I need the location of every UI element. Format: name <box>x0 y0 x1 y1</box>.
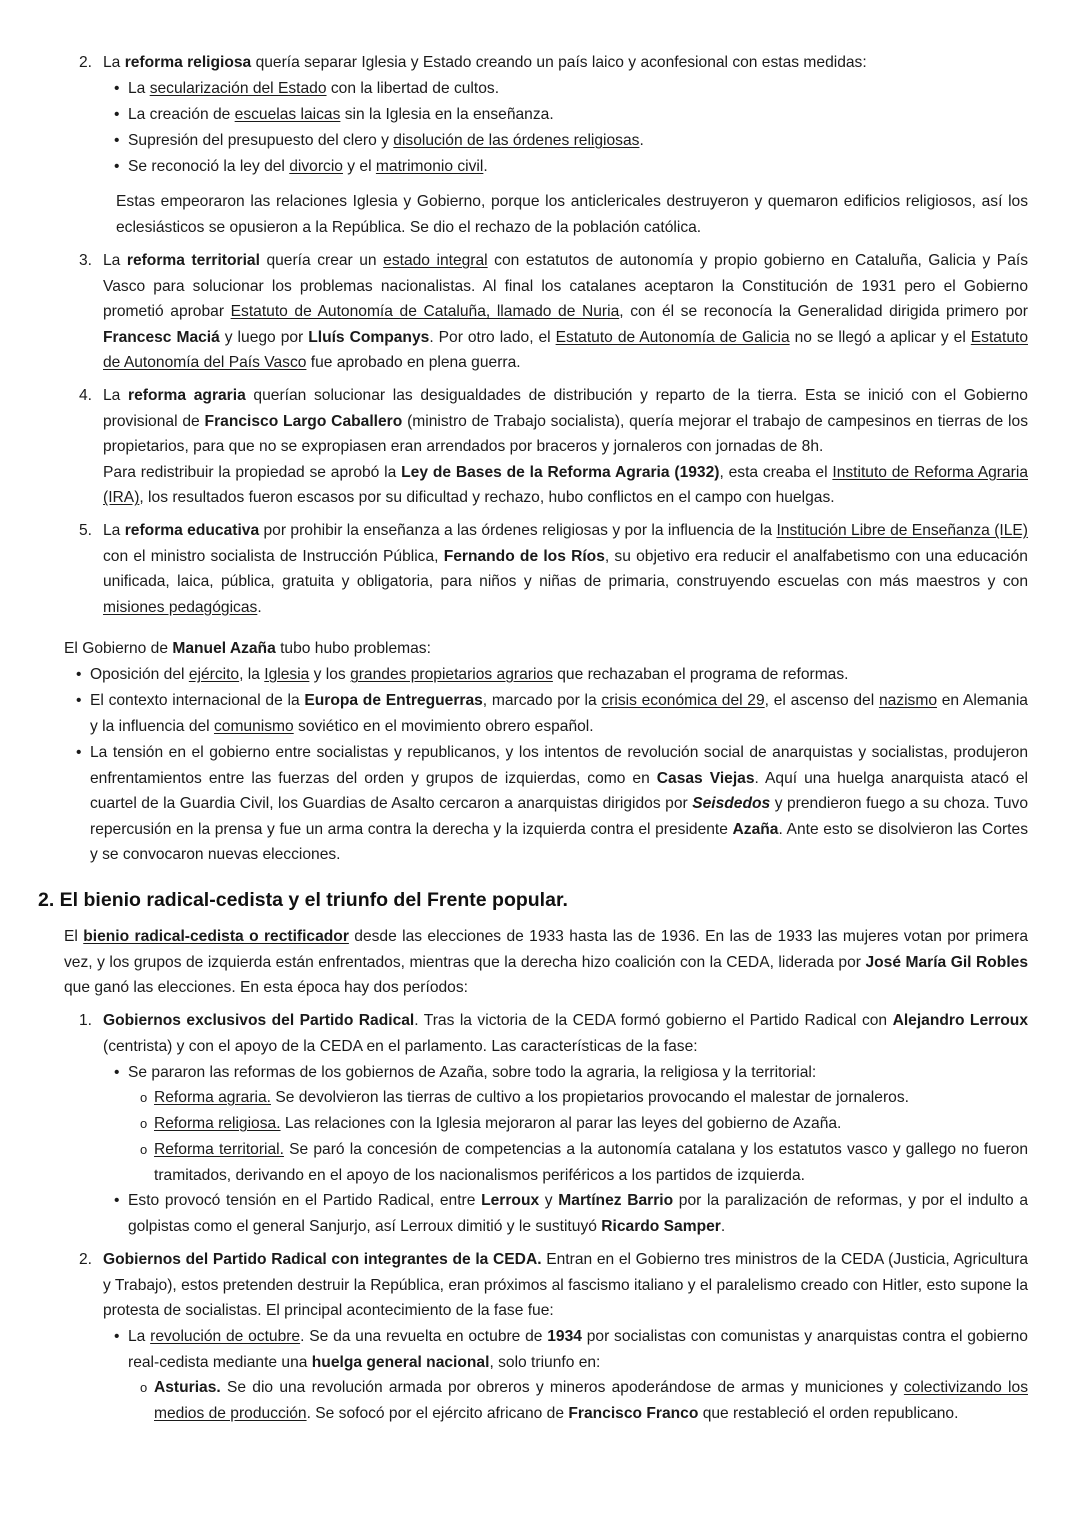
bullet-icon: • <box>114 132 120 149</box>
list-item: La creación de escuelas laicas sin la Iglesia en la enseñanza. <box>128 106 554 123</box>
reforma-agraria: La reforma agraria querían solucionar las desigualdades de distribución y reparto de la tierra. Esta se inició con el Gobierno provisional de Francisco Largo Caballero (ministro de Trabajo socialista), quería mejorar el trabajo de campesinos en tierras de los propietarios, para que no se expropiasen eran arrendados por braceros y jornaleros con jornadas de 8h. Para redistribuir la propiedad se aprobó la Ley de Bases de la Reforma Agraria (1932), esta creaba el Instituto de Reforma Agraria (IRA), los resultados fueron escasos por su dificultad y rechazo, hubo conflictos en el campo con huelgas. <box>103 387 1028 507</box>
circle-bullet-icon: o <box>140 1090 148 1105</box>
bullet-icon: • <box>114 80 120 97</box>
section-heading: 2. El bienio radical-cedista y el triunfo del Frente popular. <box>38 889 568 911</box>
bullet-icon: • <box>114 1064 120 1081</box>
list-item: Se pararon las reformas de los gobiernos de Azaña, sobre todo la agraria, la religiosa y la territorial: <box>128 1064 817 1081</box>
item-number: 2. <box>79 1251 93 1268</box>
item-number: 5. <box>79 522 93 539</box>
list-item: Reforma religiosa. Las relaciones con la Iglesia mejoraron al parar las leyes del gobierno de Azaña. <box>154 1115 842 1132</box>
reforma-educativa: La reforma educativa por prohibir la enseñanza a las órdenes religiosas y por la influencia de la Institución Libre de Enseñanza (ILE) con el ministro socialista de Instrucción Pública, Fernando de los Ríos, su objetivo era reducir el analfabetismo con una educación unificada, laica, pública, gratuita y obligatoria, para niños y niñas de primaria, construyendo escuelas con más maestros y con misiones pedagógicas. <box>103 522 1028 616</box>
reforma-territorial: La reforma territorial quería crear un estado integral con estatutos de autonomía y propio gobierno en Cataluña, Galicia y País Vasco para solucionar los problemas nacionalistas. Al final los catalanes aceptaron la Constitución de 1931 pero el Gobierno prometió aprobar Estatuto de Autonomía de Cataluña, llamado de Nuria, con él se reconocía la Generalidad dirigida primero por Francesc Maciá y luego por Lluís Companys. Por otro lado, el Estatuto de Autonomía de Galicia no se llegó a aplicar y el Estatuto de Autonomía del País Vasco fue aprobado en plena guerra. <box>103 252 1029 372</box>
bullet-icon: • <box>76 744 82 761</box>
item-number: 3. <box>79 252 93 269</box>
periodo-2: Gobiernos del Partido Radical con integrantes de la CEDA. Entran en el Gobierno tres ministros de la CEDA (Justicia, Agricultura y Trabajo), estos pretenden destruir la República, eran próximos al fascismo italiano y el paralelismo creado con Hitler, esto supone la protesta de socialistas. El principal acontecimiento de la fase fue: <box>103 1251 1028 1320</box>
item-number: 1. <box>79 1012 93 1029</box>
bullet-icon: • <box>114 1192 120 1209</box>
list-item: El contexto internacional de la Europa de Entreguerras, marcado por la crisis económica del 29, el ascenso del nazismo en Alemania y la influencia del comunismo soviético en el movimiento obrero español. <box>90 692 1028 735</box>
periodo-1: Gobiernos exclusivos del Partido Radical. Tras la victoria de la CEDA formó gobierno el Partido Radical con Alejandro Lerroux (centrista) y con el apoyo de la CEDA en el parlamento. Las características de la fase: <box>103 1012 1028 1055</box>
circle-bullet-icon: o <box>140 1142 148 1157</box>
item-number: 4. <box>79 387 93 404</box>
list-item: Asturias. Se dio una revolución armada por obreros y mineros apoderándose de armas y municiones y colectivizando los medios de producción. Se sofocó por el ejército africano de Francisco Franco que restableció el orden republicano. <box>154 1379 1028 1422</box>
item-number: 2. <box>79 54 93 71</box>
circle-bullet-icon: o <box>140 1116 148 1131</box>
bullet-icon: • <box>114 158 120 175</box>
list-item: Se reconoció la ley del divorcio y el matrimonio civil. <box>128 158 488 175</box>
list-item: Reforma territorial. Se paró la concesión de competencias a la autonomía catalana y los estatutos vasco y gallego no fueron tramitados, derivando en el apoyo de los nacionalismos periféricos a los partidos de izquierda. <box>154 1141 1028 1184</box>
list-item: Reforma agraria. Se devolvieron las tierras de cultivo a los propietarios provocando el malestar de jornaleros. <box>154 1089 909 1106</box>
bullet-icon: • <box>114 1328 120 1345</box>
list-item: Oposición del ejército, la Iglesia y los grandes propietarios agrarios que rechazaban el programa de reformas. <box>90 666 849 683</box>
reforma-religiosa-consequences: Estas empeoraron las relaciones Iglesia y Gobierno, porque los anticlericales destruyeron y quemaron edificios religiosos, así los eclesiásticos se opusieron a la República. Se dio el rechazo de la población católica. <box>116 193 1028 236</box>
list-item: La revolución de octubre. Se da una revuelta en octubre de 1934 por socialistas con comunistas y anarquistas contra el gobierno real-cedista mediante una huelga general nacional, solo triunfo en: <box>128 1328 1028 1371</box>
circle-bullet-icon: o <box>140 1380 148 1395</box>
bullet-icon: • <box>76 692 82 709</box>
azana-intro: El Gobierno de Manuel Azaña tubo hubo problemas: <box>64 640 431 657</box>
list-item: Esto provocó tensión en el Partido Radical, entre Lerroux y Martínez Barrio por la paralización de reformas, y por el indulto a golpistas como el general Sanjurjo, así Lerroux dimitió y le sustituyó Ricardo Samper. <box>128 1192 1028 1235</box>
reforma-religiosa-intro: La reforma religiosa quería separar Iglesia y Estado creando un país laico y aconfesional con estas medidas: <box>103 54 867 71</box>
bienio-intro: El bienio radical-cedista o rectificador desde las elecciones de 1933 hasta las de 1936. En las de 1933 las mujeres votan por primera vez, y los grupos de izquierda están enfrentados, mientras que la derecha hizo coalición con la CEDA, liderada por José María Gil Robles que ganó las elecciones. En esta época hay dos períodos: <box>64 928 1029 997</box>
list-item: Supresión del presupuesto del clero y disolución de las órdenes religiosas. <box>128 132 644 149</box>
bullet-icon: • <box>76 666 82 683</box>
list-item: La tensión en el gobierno entre socialistas y republicanos, y los intentos de revolución social de anarquistas y socialistas, produjeron enfrentamientos entre las fuerzas del orden y grupos de izquierdas, como en Casas Viejas. Aquí una huelga anarquista atacó el cuartel de la Guardia Civil, los Guardias de Asalto cercaron a anarquistas dirigidos por Seisdedos y prendieron fuego a su choza. Tuvo repercusión en la prensa y fue un arma contra la derecha y la izquierda contra el presidente Azaña. Ante esto se disolvieron las Cortes y se convocaron nuevas elecciones. <box>90 744 1028 864</box>
list-item: La secularización del Estado con la libertad de cultos. <box>128 80 500 97</box>
bullet-icon: • <box>114 106 120 123</box>
